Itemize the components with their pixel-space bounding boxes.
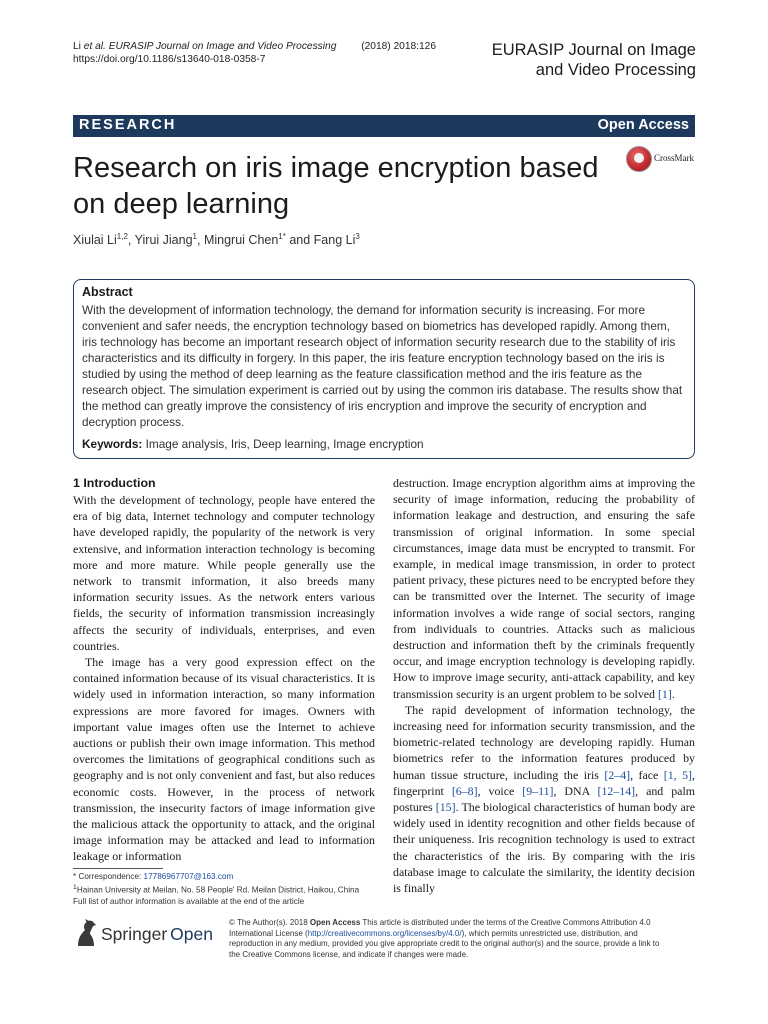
author-separator: ,	[127, 233, 135, 248]
section-heading: 1 Introduction	[73, 476, 156, 490]
citation-ref[interactable]: [1, 5]	[663, 767, 693, 782]
affiliation-number: 1	[73, 884, 77, 891]
author-list	[73, 232, 360, 247]
keywords-list: Image analysis, Iris, Deep learning, Image encryption	[145, 437, 424, 451]
journal-name	[492, 40, 696, 80]
citation-ref[interactable]: [1]	[657, 686, 672, 701]
abstract-heading: Abstract	[82, 285, 133, 299]
open-word: Open	[170, 924, 213, 944]
author-name: Fang Li	[313, 233, 356, 248]
citation-ref[interactable]: [6–8]	[451, 783, 478, 798]
body-column-right	[393, 475, 695, 896]
license-text: © The Author(s). 2018	[229, 918, 310, 927]
paragraph-text: , fingerprint	[393, 767, 695, 798]
author-info-note: Full list of author information is available at the end of the article	[73, 896, 305, 906]
license-text: ), which permits unrestricted use, distribution, and reproduction in any medium, provided you give appropriate credit to the original author(s) and the source, provide a link to the Creative Commons license, and indicate if changes were made.	[229, 928, 660, 959]
citation-year: (2018) 2018:126	[361, 41, 436, 52]
body-column-left	[73, 475, 375, 865]
springer-word: Springer	[101, 924, 168, 944]
paragraph-text: , voice	[477, 783, 523, 798]
affiliation	[73, 882, 383, 896]
paragraph-text: , DNA	[553, 783, 598, 798]
journal-name-line1: EURASIP Journal on Image	[491, 41, 696, 59]
abstract-box	[73, 279, 695, 459]
citation-etal: et al.	[83, 41, 106, 52]
author-affiliation: 1*	[278, 232, 286, 241]
paragraph-text: .	[671, 686, 675, 701]
author-affiliation: 1,2	[116, 232, 128, 241]
paragraph-text: , face	[630, 767, 664, 782]
affiliation-text: Hainan University at Meilan, No. 58 People' Rd. Meilan District, Haikou, China	[76, 885, 360, 895]
footnote-divider	[73, 868, 163, 869]
correspondence-label: * Correspondence:	[73, 872, 144, 881]
open-access-label: Open Access	[597, 117, 689, 133]
horse-icon	[73, 918, 99, 948]
doi-link[interactable]: https://doi.org/10.1186/s13640-018-0358-7	[73, 54, 266, 65]
running-header	[73, 40, 436, 66]
author-name: Yirui Jiang	[134, 233, 193, 248]
correspondence	[73, 871, 383, 882]
crossmark-icon	[626, 146, 652, 172]
author-affiliation: 3	[355, 232, 360, 241]
crossmark-label: CrossMark	[654, 153, 694, 163]
article-type-label: RESEARCH	[79, 117, 177, 133]
paragraph: The image has a very good expression effect on the contained information because of its visual characteristics. It is widely used in information interaction, so many information expressions are more favored for images. Owners with important value images often use the Internet to achieve auctions or publish their own image information. This method overcomes the limitations of geographical conditions such as geography and is not only convenient and fast, but also reduces economic costs. However, in the process of network transmission, the insecurity factors of image information give the malicious attack the opportunity to attack, and the original image information may be attacked and lead to information leakage or information	[73, 655, 375, 864]
author-separator: and	[285, 233, 314, 248]
paragraph-text: The rapid development of information technology, the increasing need for information security transmission, and the biometric-related technology are developing rapidly. Human biometrics refer to the information features produced by human tissue structure, including the iris	[393, 702, 695, 782]
citation-authors: Li	[73, 41, 81, 52]
paragraph-text: , and palm postures	[393, 783, 695, 815]
paragraph: With the development of technology, people have entered the era of big data, Internet technology and computer technology have developed rapidly, the popularity of the network is very extensive, and information interaction technology is becoming more and more mature. While people generally use the network to transmit information, it also breeds many information security issues. As the network enters various fields, the security of information transmission increasingly affects the security of individuals, enterprises, and even countries.	[73, 493, 375, 653]
crossmark-button[interactable]	[626, 146, 704, 172]
citation-ref[interactable]: [2–4]	[604, 767, 631, 782]
abstract-text: With the development of information technology, the demand for information security is increasing. For more convenient and safer needs, the encryption technology based on biometrics has developed rapidly. Among them, iris technology has become an important research object of information security research due to the stability of iris characteristics and its difficulty in forgery. In this paper, the iris feature encryption technology based on the iris is studied by using the method of deep learning as the feature classification method and the iris feature as the research object. The simulation experiment is carried out by using the common iris database. The results show that the method can greatly improve the consistency of iris encryption and improve the security of encryption and decryption process.	[82, 303, 683, 429]
author-name: Xiulai Li	[73, 233, 117, 248]
license-statement	[229, 918, 669, 960]
license-text: This article is distributed under the terms of the Creative Commons Attribution 4.0 International License (	[229, 918, 651, 938]
author-separator: ,	[197, 233, 204, 248]
paragraph-text: destruction. Image encryption algorithm aims at improving the security of image information, reducing the probability of information leakage and destruction, and ensuring the safe transmission of original information. In some special circumstances, image data must be encrypted to transmit. For example, in medical image transmission, in order to protect patient privacy, these pictures need to be encrypted before they can be transmitted over the Internet. The security of image information involves a wide range of social sectors, ranging from individuals to countries. Attacks such as malicious destruction and information theft by the criminals frequently occur, and image encryption technology is developing rapidly. How to improve image security, anti-attack capability, and key transmission security is an urgent problem to be solved	[393, 476, 695, 701]
springer-open-wordmark	[101, 924, 213, 945]
citation-line	[73, 40, 436, 53]
footnotes	[73, 871, 383, 907]
article-type-bar	[73, 115, 695, 137]
springer-open-logo	[73, 918, 223, 952]
keywords-label: Keywords:	[82, 437, 143, 451]
journal-name-line2: and Video Processing	[535, 61, 696, 79]
article-title: Research on iris image encryption based on deep learning	[73, 152, 599, 220]
citation-ref[interactable]: [15]	[435, 800, 456, 815]
keywords	[82, 436, 686, 452]
license-link[interactable]: http://creativecommons.org/licenses/by/4.0/	[307, 928, 462, 938]
paragraph-text: . The biological characteristics of human body are widely used in identity recognition and other fields because of their uniqueness. Iris recognition technology is used to extract the characteristics of the iris. By comparing with the iris database image to calculate the similarity, the identity decision is finally	[393, 800, 695, 896]
author-affiliation: 1	[192, 232, 197, 241]
citation-journal: EURASIP Journal on Image and Video Processing	[108, 41, 337, 52]
citation-ref[interactable]: [9–11]	[522, 783, 554, 798]
correspondence-email[interactable]: 17786967707@163.com	[143, 872, 234, 881]
paragraph	[393, 475, 695, 702]
citation-ref[interactable]: [12–14]	[597, 783, 636, 798]
paragraph	[393, 702, 695, 896]
author-name: Mingrui Chen	[203, 233, 279, 248]
license-open-access: Open Access	[309, 918, 361, 927]
